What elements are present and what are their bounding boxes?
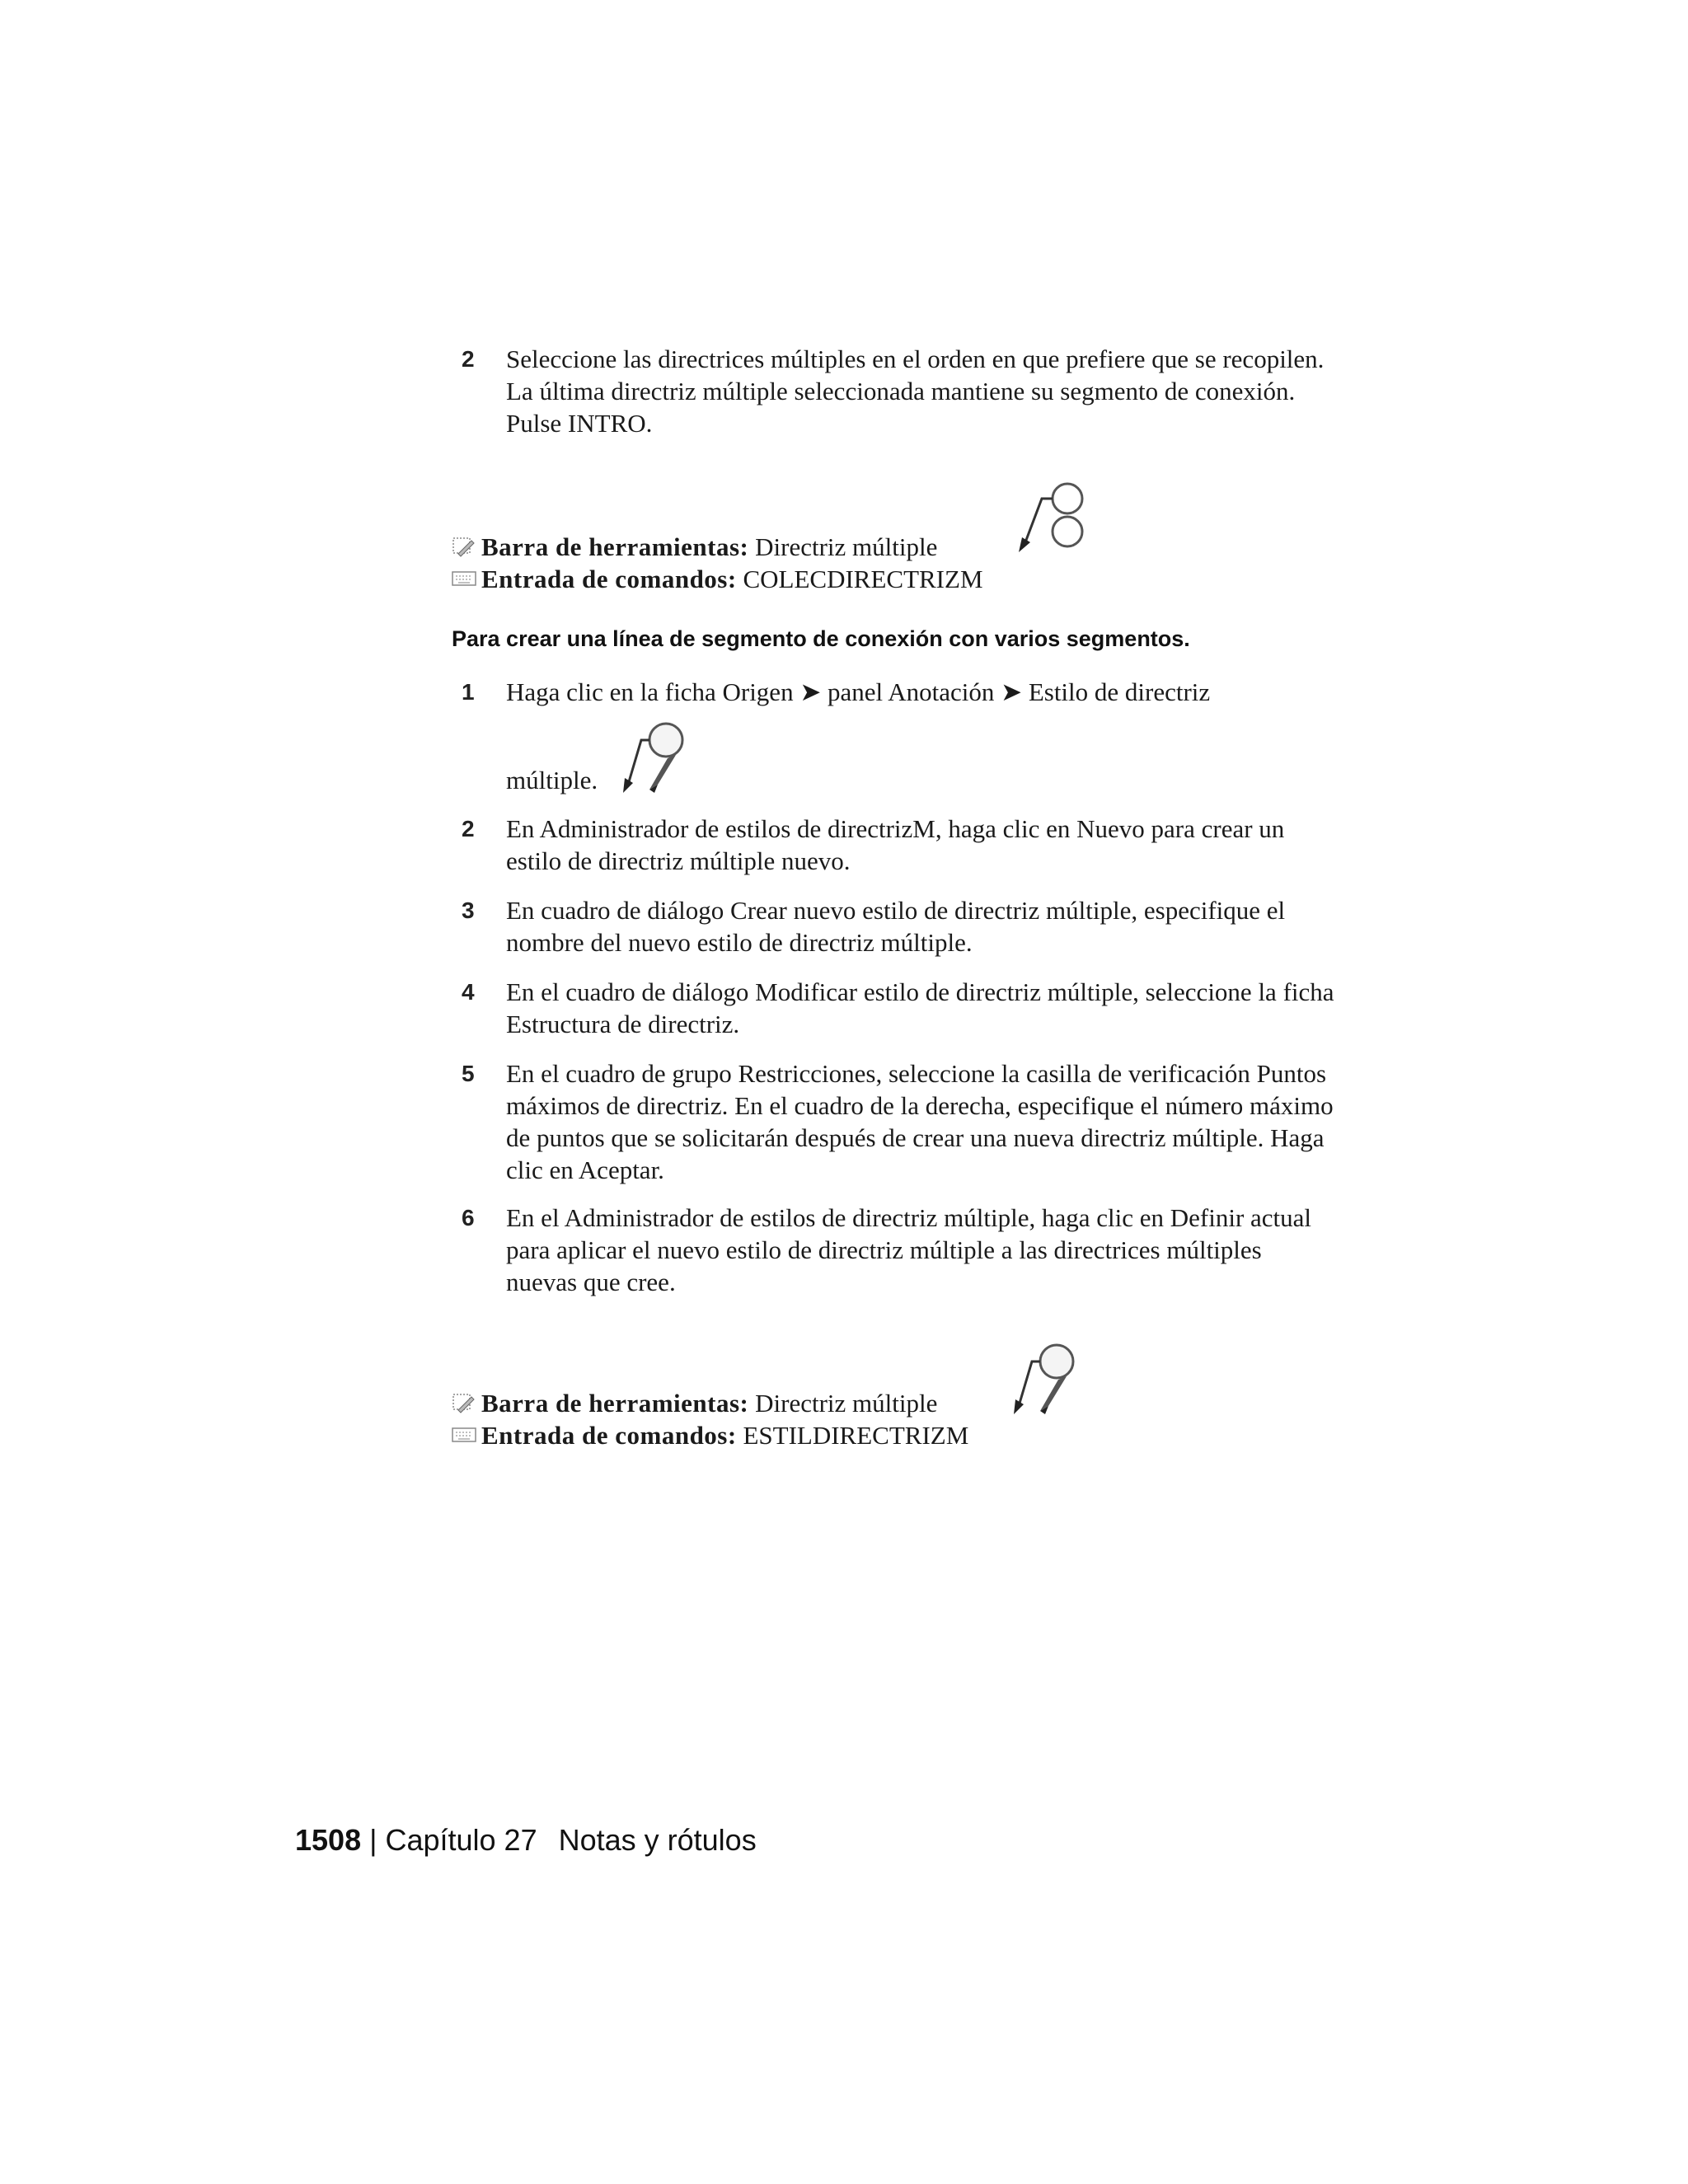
step-number: 6 bbox=[462, 1205, 475, 1230]
toolbar-label: Barra de herramientas: bbox=[481, 532, 749, 561]
step-number: 5 bbox=[462, 1061, 475, 1086]
toolbar-icon bbox=[452, 1392, 476, 1413]
toolbar-value: Directriz múltiple bbox=[755, 1389, 938, 1418]
multileader-style-icon bbox=[617, 719, 692, 794]
page-number: 1508 bbox=[295, 1823, 362, 1857]
footer-separator: | bbox=[369, 1823, 377, 1857]
toolbar-icon bbox=[452, 536, 476, 557]
command-label: Entrada de comandos: bbox=[481, 565, 737, 593]
section-heading: Para crear una línea de segmento de conexión con varios segmentos. bbox=[452, 626, 1190, 651]
keyboard-icon bbox=[452, 568, 476, 589]
multileader-collect-icon bbox=[1007, 478, 1086, 557]
toolbar-reference bbox=[452, 1387, 937, 1419]
step-number: 4 bbox=[462, 979, 475, 1005]
step-text: En el cuadro de grupo Restricciones, seleccione la casilla de verificación Puntos máximos de directriz. En el cuadro de la derecha, especifique el número máximo de puntos que se solicitarán después de crear una nueva directriz múltiple. Haga clic en Aceptar. bbox=[506, 1059, 1334, 1184]
chapter-label: Capítulo 27 bbox=[385, 1823, 537, 1857]
page-footer bbox=[295, 1823, 757, 1858]
step-text: En cuadro de diálogo Crear nuevo estilo de directriz múltiple, especifique el nombre del nuevo estilo de directriz múltiple. bbox=[506, 896, 1286, 957]
command-reference bbox=[452, 1419, 968, 1451]
step-number: 2 bbox=[462, 346, 475, 372]
toolbar-reference bbox=[452, 531, 937, 563]
step-number: 3 bbox=[462, 898, 475, 923]
step-text: Haga clic en la ficha Origen ➤ panel Anotación ➤ Estilo de directriz bbox=[506, 677, 1211, 706]
step-text: En Administrador de estilos de directrizM, haga clic en Nuevo para crear un estilo de directriz múltiple nuevo. bbox=[506, 814, 1285, 875]
command-label: Entrada de comandos: bbox=[481, 1421, 737, 1450]
toolbar-label: Barra de herramientas: bbox=[481, 1389, 749, 1418]
step-text-continued: múltiple. bbox=[506, 766, 598, 794]
command-value: COLECDIRECTRIZM bbox=[743, 565, 983, 593]
chapter-title: Notas y rótulos bbox=[558, 1823, 757, 1857]
step-number: 2 bbox=[462, 816, 475, 841]
multileader-style-icon bbox=[1007, 1340, 1083, 1416]
command-value: ESTILDIRECTRIZM bbox=[743, 1421, 969, 1450]
step-text: En el Administrador de estilos de directriz múltiple, haga clic en Definir actual para aplicar el nuevo estilo de directriz múltiple a las directrices múltiples nuevas que cree. bbox=[506, 1203, 1312, 1296]
command-reference bbox=[452, 563, 983, 595]
toolbar-value: Directriz múltiple bbox=[755, 532, 938, 561]
keyboard-icon bbox=[452, 1424, 476, 1446]
step-text: Seleccione las directrices múltiples en el orden en que prefiere que se recopilen. La última directriz múltiple seleccionada mantiene su segmento de conexión. Pulse INTRO. bbox=[506, 344, 1325, 438]
step-number: 1 bbox=[462, 679, 475, 705]
step-text: En el cuadro de diálogo Modificar estilo de directriz múltiple, seleccione la ficha Estructura de directriz. bbox=[506, 977, 1334, 1038]
